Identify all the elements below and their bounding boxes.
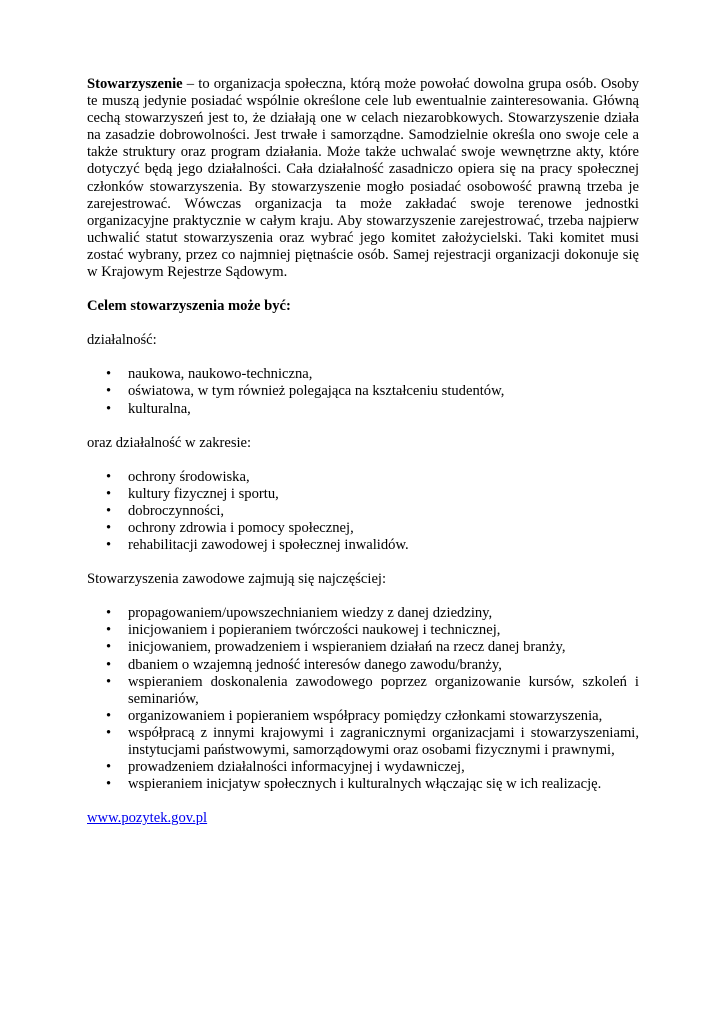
website-link[interactable]: www.pozytek.gov.pl: [87, 810, 208, 827]
list-item-text: wspieraniem inicjatyw społecznych i kulturalnych włączając się w ich realizację.: [128, 776, 602, 793]
list-item: [87, 708, 639, 725]
goals-heading: Celem stowarzyszenia może być:: [87, 298, 291, 315]
bullet-icon: •: [106, 656, 112, 673]
list-item: [87, 366, 639, 383]
bullet-icon: •: [106, 622, 112, 639]
intro-paragraph: [87, 76, 639, 281]
list-item-text: rehabilitacji zawodowej i społecznej inwalidów.: [128, 537, 409, 554]
list-item-text: ochrony zdrowia i pomocy społecznej,: [128, 519, 354, 536]
list-item: [87, 776, 639, 793]
scope-list: [87, 469, 639, 554]
bullet-icon: •: [106, 519, 112, 536]
list-item-text: inicjowaniem i popieraniem twórczości naukowej i technicznej,: [128, 622, 501, 639]
list-item-text: dobroczynności,: [128, 502, 225, 519]
bullet-icon: •: [106, 707, 112, 724]
activity-label: działalność:: [87, 332, 157, 349]
list-item: [87, 383, 639, 400]
list-item-text: propagowaniem/upowszechnianiem wiedzy z danej dziedziny,: [128, 605, 493, 622]
bullet-icon: •: [106, 400, 112, 417]
list-item-text: naukowa, naukowo-techniczna,: [128, 366, 313, 383]
list-item-text: wspieraniem doskonalenia zawodowego poprzez organizowanie kursów, szkoleń i seminariów,: [128, 673, 639, 707]
bullet-icon: •: [106, 537, 112, 554]
list-item: [87, 503, 639, 520]
list-item: [87, 725, 639, 759]
list-item-text: inicjowaniem, prowadzeniem i wspieraniem działań na rzecz danej branży,: [128, 639, 566, 656]
bullet-icon: •: [106, 776, 112, 793]
list-item: [87, 639, 639, 656]
bullet-icon: •: [106, 673, 112, 690]
list-item-text: kulturalna,: [128, 400, 191, 417]
list-item-text: dbaniem o wzajemną jedność interesów danego zawodu/branży,: [128, 656, 502, 673]
list-item-text: prowadzeniem działalności informacyjnej i wydawniczej,: [128, 759, 465, 776]
document-page: [87, 76, 639, 827]
bullet-icon: •: [106, 502, 112, 519]
intro-term: Stowarzyszenie: [87, 76, 183, 92]
professional-list: [87, 605, 639, 793]
professional-label: Stowarzyszenia zawodowe zajmują się najczęściej:: [87, 571, 387, 588]
list-item-text: organizowaniem i popieraniem współpracy pomiędzy członkami stowarzyszenia,: [128, 707, 603, 724]
bullet-icon: •: [106, 468, 112, 485]
bullet-icon: •: [106, 724, 112, 741]
list-item: [87, 401, 639, 418]
list-item-text: oświatowa, w tym również polegająca na kształceniu studentów,: [128, 383, 505, 400]
website-link-line: [87, 810, 639, 827]
bullet-icon: •: [106, 759, 112, 776]
bullet-icon: •: [106, 485, 112, 502]
list-item: [87, 674, 639, 708]
activity-list: [87, 366, 639, 417]
list-item: [87, 622, 639, 639]
list-item-text: kultury fizycznej i sportu,: [128, 485, 279, 502]
list-item: [87, 657, 639, 674]
list-item: [87, 537, 639, 554]
list-item-text: ochrony środowiska,: [128, 468, 250, 485]
list-item: [87, 759, 639, 776]
bullet-icon: •: [106, 605, 112, 622]
scope-label: oraz działalność w zakresie:: [87, 434, 252, 451]
list-item: [87, 520, 639, 537]
bullet-icon: •: [106, 639, 112, 656]
list-item: [87, 486, 639, 503]
bullet-icon: •: [106, 366, 112, 383]
list-item: [87, 605, 639, 622]
bullet-icon: •: [106, 383, 112, 400]
list-item: [87, 469, 639, 486]
list-item-text: współpracą z innymi krajowymi i zagranicznymi organizacjami i stowarzyszeniami, instytucjami państwowymi, samorządowymi oraz osobami fizycznymi i prawnymi,: [128, 724, 639, 758]
intro-text: – to organizacja społeczna, którą może powołać dowolna grupa osób. Osoby te muszą jedynie posiadać wspólnie określone cele lub ewentualnie zainteresowania. Główną cechą stowarzyszeń jest to, że działają one w celach niezarobkowych. Stowarzyszenie działa na zasadzie dobrowolności. Jest trwałe i samorządne. Samodzielnie określa ono swoje cele a także struktury oraz program działania. Może także uchwalać swoje wewnętrzne akty, które dotyczyć będą jego działalności. Cała działalność zasadniczo opiera się na pracy społecznej członków stowarzyszenia. By stowarzyszenie mogło posiadać osobowość prawną trzeba je zarejestrować. Wówczas organizacja ta może zakładać swoje terenowe jednostki organizacyjne praktycznie w całym kraju. Aby stowarzyszenie zarejestrować, trzeba najpierw uchwalić statut stowarzyszenia oraz wybrać jego komitet założycielski. Taki komitet musi zostać wybrany, przez co najmniej piętnaście osób. Samej rejestracji organizacji dokonuje się w Krajowym Rejestrze Sądowym.: [87, 76, 639, 281]
